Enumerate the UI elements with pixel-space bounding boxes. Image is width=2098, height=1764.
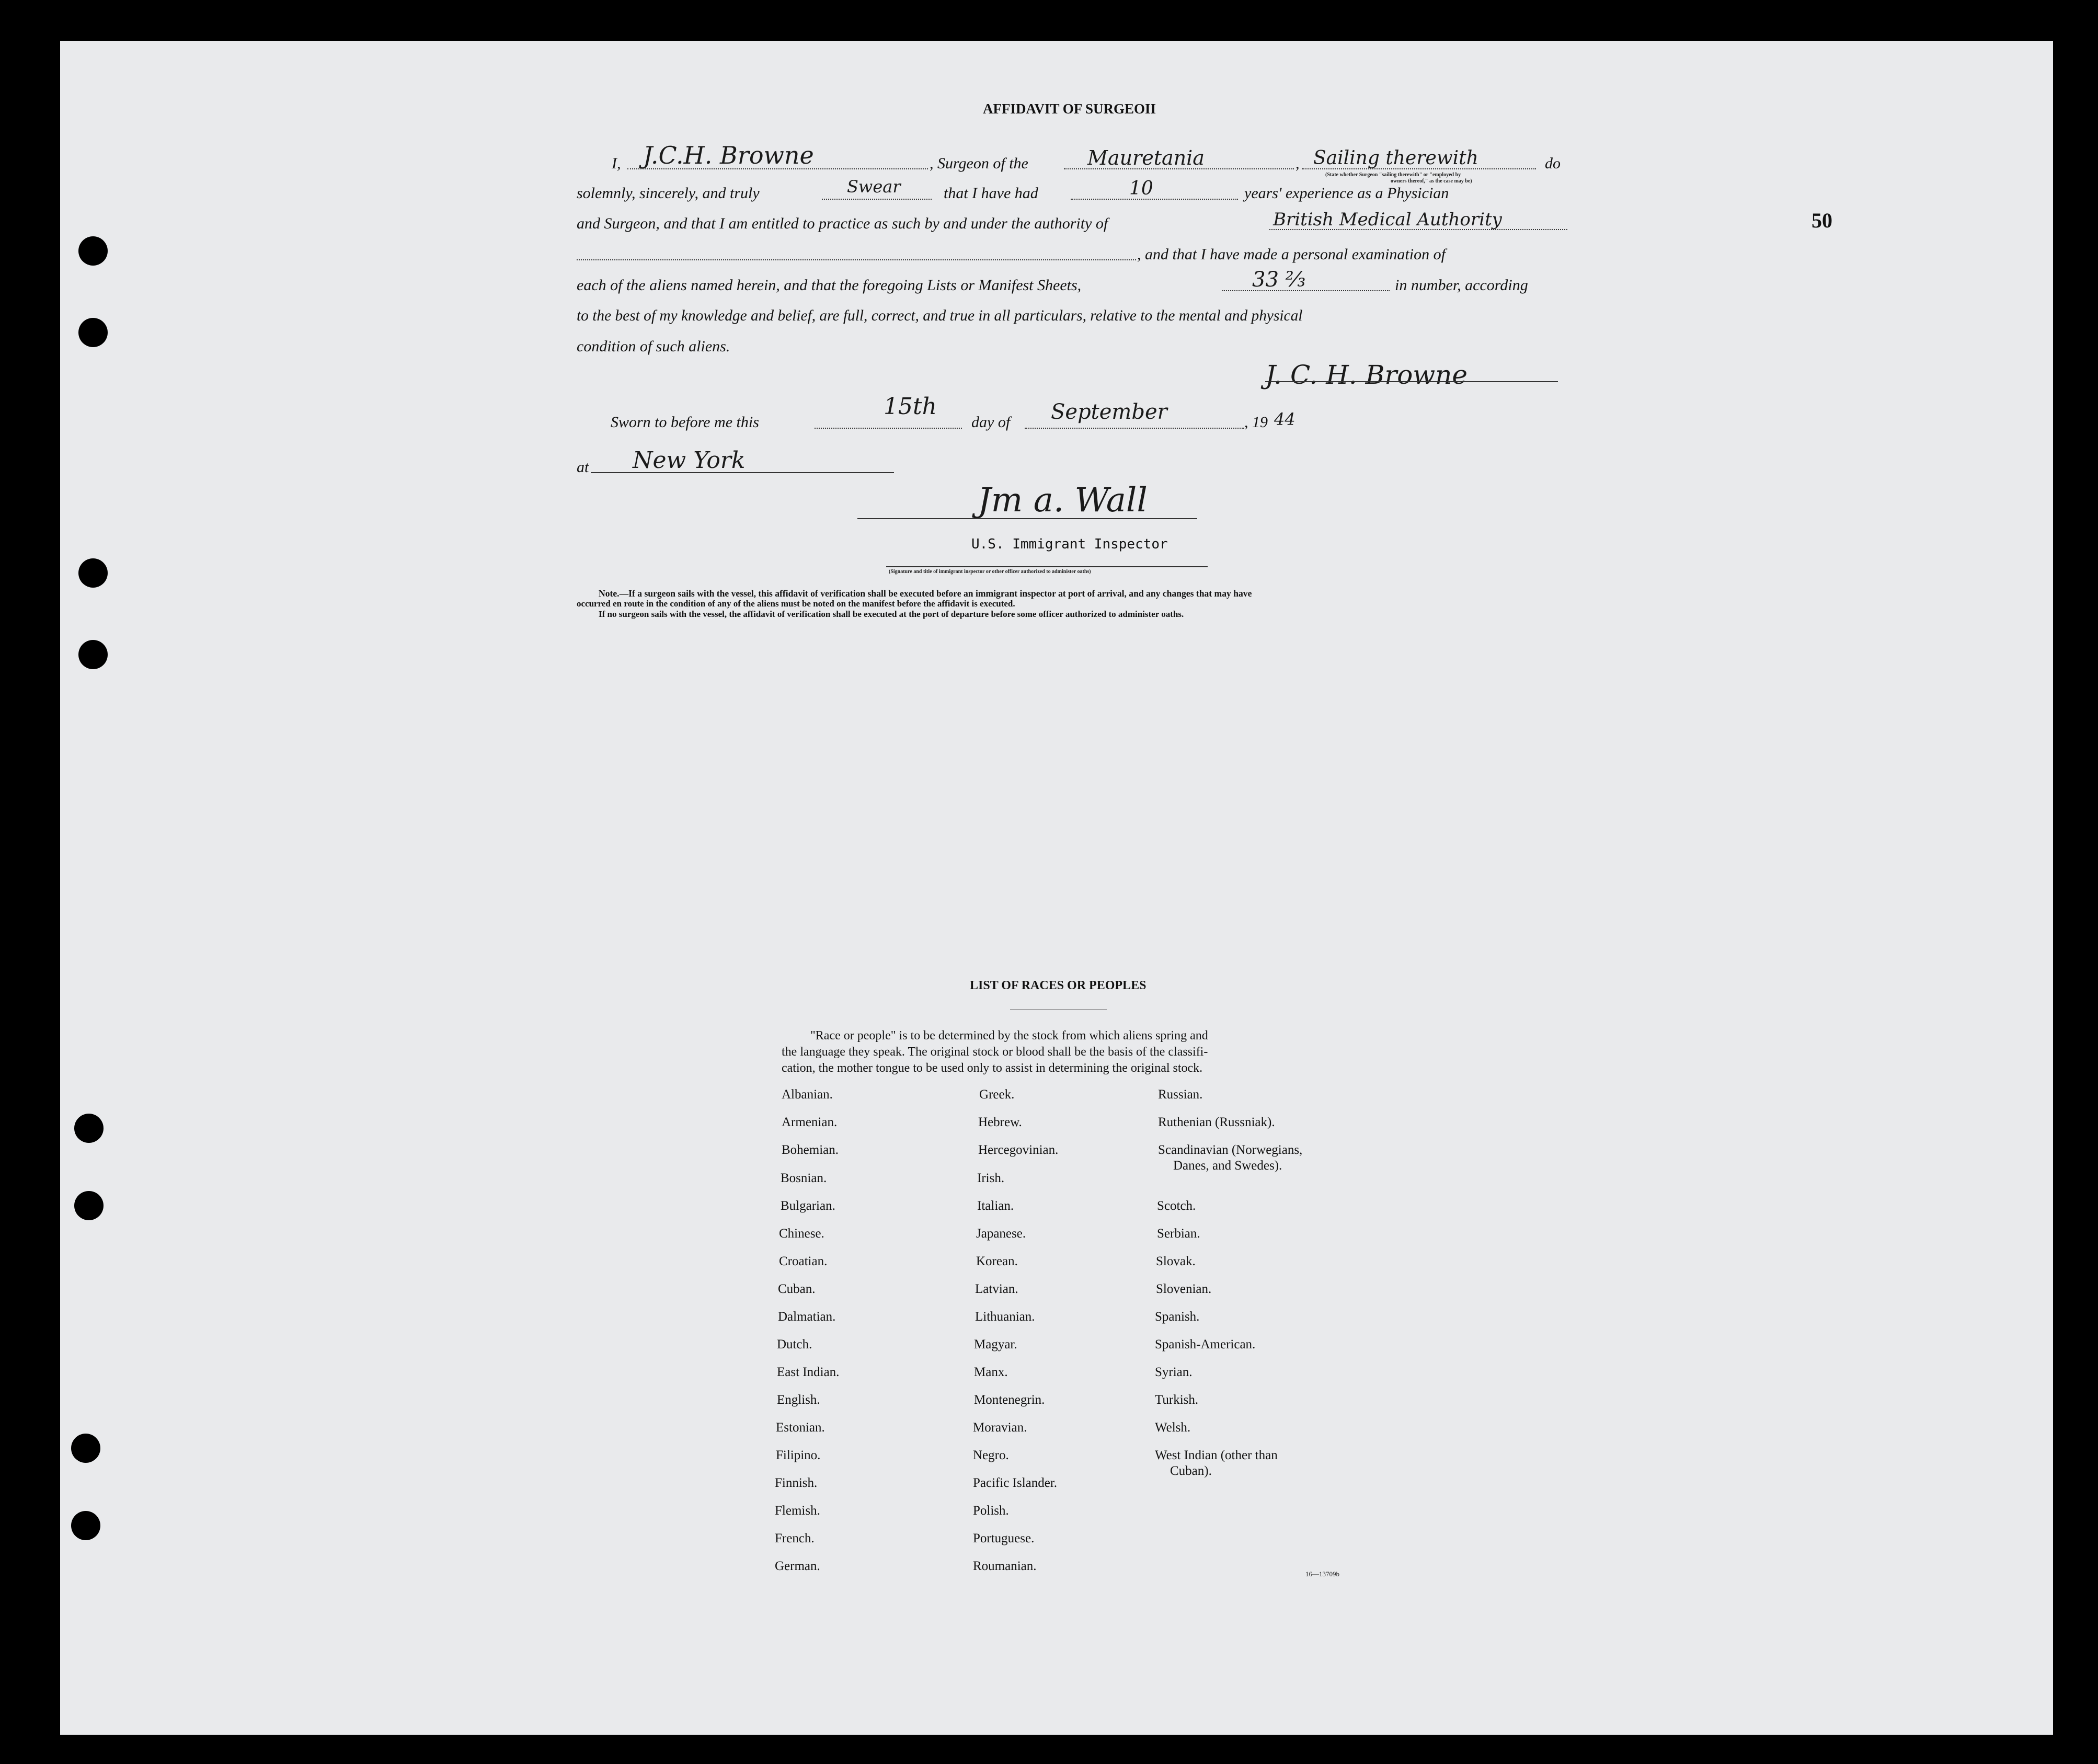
note-line-1: Note.—If a surgeon sails with the vessel, this affidavit of verification shall be executed before an immigrant inspector at port of arrival, and any changes that may have — [599, 588, 1252, 599]
race-item: Lithuanian. — [975, 1310, 1035, 1324]
race-item: Ruthenian (Russniak). — [1158, 1115, 1275, 1129]
race-item: Dutch. — [777, 1337, 812, 1351]
race-item: Italian. — [977, 1199, 1014, 1213]
race-item: Chinese. — [779, 1227, 824, 1241]
race-item: Roumanian. — [973, 1559, 1037, 1573]
affidavit-line1-prefix: I, — [612, 155, 621, 172]
races-intro-2: the language they speak. The original stock or blood shall be the basis of the classifi- — [782, 1045, 1208, 1059]
race-item: Danes, and Swedes). — [1173, 1159, 1282, 1173]
day-field — [815, 428, 962, 429]
inspector-title-line — [886, 566, 1208, 567]
race-item: Korean. — [976, 1254, 1018, 1268]
race-item: Albanian. — [782, 1087, 833, 1102]
race-item: Slovenian. — [1156, 1282, 1212, 1296]
affidavit-title: AFFIDAVIT OF SURGEOII — [983, 101, 1156, 117]
affidavit-line6: to the best of my knowledge and belief, are full, correct, and true in all particulars, relative to the mental and physical — [577, 307, 1303, 324]
inspector-caption: (Signature and title of immigrant inspector or other officer authorized to administer oaths) — [889, 569, 1091, 575]
year-handwritten: 44 — [1274, 409, 1296, 429]
month-field — [1025, 428, 1244, 429]
race-item: Cuban. — [778, 1282, 816, 1296]
punch-hole — [71, 1511, 100, 1540]
race-item: Greek. — [979, 1087, 1015, 1102]
race-item: Slovak. — [1156, 1254, 1196, 1268]
vessel-handwritten: Mauretania — [1087, 146, 1205, 169]
years-handwritten: 10 — [1129, 178, 1153, 199]
race-item: Irish. — [977, 1171, 1005, 1185]
punch-hole — [71, 1434, 100, 1463]
race-item: Spanish-American. — [1155, 1337, 1256, 1351]
race-item: Cuban). — [1170, 1464, 1212, 1478]
race-item: Filipino. — [776, 1448, 821, 1462]
employment-handwritten: Sailing therewith — [1313, 147, 1478, 169]
race-item: Hebrew. — [978, 1115, 1022, 1129]
sheets-handwritten: 33 ⅔ — [1252, 268, 1306, 292]
race-item: Scotch. — [1157, 1199, 1196, 1213]
inspector-signature: Jm a. Wall — [978, 481, 1148, 520]
race-item: English. — [777, 1393, 820, 1407]
month-handwritten: September — [1051, 400, 1167, 424]
surgeon-signature-line — [1265, 381, 1558, 382]
year-prefix: , 19 — [1244, 414, 1268, 431]
affidavit-line1-mid: , Surgeon of the — [930, 155, 1028, 172]
punch-hole — [78, 640, 108, 669]
race-item: Welsh. — [1155, 1421, 1191, 1435]
oath-field — [822, 199, 932, 200]
affidavit-line1-end: do — [1545, 155, 1561, 172]
race-item: Montenegrin. — [974, 1393, 1045, 1407]
race-item: Latvian. — [975, 1282, 1018, 1296]
employment-field-note-2: owners thereof," as the case may be) — [1391, 178, 1472, 184]
note-line-3: If no surgeon sails with the vessel, the affidavit of verification shall be executed at the port of departure before some officer authorized to administer oaths. — [599, 609, 1184, 619]
race-item: East Indian. — [777, 1365, 840, 1379]
race-item: Spanish. — [1155, 1310, 1200, 1324]
race-item: Moravian. — [973, 1421, 1027, 1435]
punch-hole — [78, 236, 108, 266]
race-item: Serbian. — [1157, 1227, 1200, 1241]
affidavit-line2-end: years' experience as a Physician — [1244, 185, 1449, 202]
affidavit-line5-end: in number, according — [1395, 277, 1528, 294]
affidavit-line2-prefix: solemnly, sincerely, and truly — [577, 185, 760, 202]
at-label: at — [577, 459, 589, 476]
race-item: Croatian. — [779, 1254, 828, 1268]
race-item: Magyar. — [974, 1337, 1017, 1351]
affidavit-line3-prefix: and Surgeon, and that I am entitled to practice as such by and under the authority of — [577, 215, 1108, 232]
race-item: Japanese. — [976, 1227, 1026, 1241]
race-item: Estonian. — [776, 1421, 825, 1435]
race-item: Manx. — [974, 1365, 1008, 1379]
race-item: German. — [775, 1559, 820, 1573]
races-intro-3: cation, the mother tongue to be used only to assist in determining the original stock. — [782, 1061, 1203, 1075]
race-item: Bosnian. — [781, 1171, 827, 1185]
race-item: Negro. — [973, 1448, 1009, 1462]
inspector-signature-line — [857, 518, 1197, 519]
affidavit-line4: , and that I have made a personal examination of — [1137, 246, 1446, 263]
punch-hole — [74, 1191, 104, 1220]
inspector-title: U.S. Immigrant Inspector — [971, 536, 1168, 552]
race-item: Polish. — [973, 1504, 1009, 1518]
race-item: Dalmatian. — [778, 1310, 836, 1324]
years-field — [1071, 199, 1238, 200]
affidavit-line5-prefix: each of the aliens named herein, and that the foregoing Lists or Manifest Sheets, — [577, 277, 1082, 294]
race-item: Bulgarian. — [781, 1199, 835, 1213]
affidavit-line7: condition of such aliens. — [577, 338, 730, 355]
authority-continued-field — [577, 259, 1136, 260]
surgeon-name-handwritten: J.C.H. Browne — [643, 141, 814, 169]
race-item: Armenian. — [782, 1115, 838, 1129]
place-handwritten: New York — [633, 447, 746, 474]
race-item: Finnish. — [775, 1476, 818, 1490]
day-handwritten: 15th — [884, 393, 937, 420]
sworn-prefix: Sworn to before me this — [611, 414, 759, 431]
form-number: 16—13709b — [1305, 1570, 1339, 1578]
sworn-day-of: day of — [971, 414, 1011, 431]
employment-field-note-1: (State whether Surgeon "sailing therewith" or "employed by — [1325, 172, 1461, 178]
race-item: Hercegovinian. — [978, 1143, 1059, 1157]
race-item: Scandinavian (Norwegians, — [1158, 1143, 1303, 1157]
race-item: Flemish. — [775, 1504, 820, 1518]
sheets-field — [1222, 290, 1390, 291]
race-item: Russian. — [1158, 1087, 1203, 1102]
race-item: Turkish. — [1155, 1393, 1199, 1407]
races-title: LIST OF RACES OR PEOPLES — [970, 979, 1147, 992]
race-item: Syrian. — [1155, 1365, 1193, 1379]
authority-handwritten: British Medical Authority — [1273, 209, 1502, 230]
race-item: Bohemian. — [782, 1143, 839, 1157]
surgeon-signature: J. C. H. Browne — [1265, 360, 1468, 390]
note-line-2: occurred en route in the condition of any of the aliens must be noted on the manifest before the affidavit is executed. — [577, 599, 1015, 609]
punch-hole — [78, 318, 108, 347]
race-item: Pacific Islander. — [973, 1476, 1058, 1490]
oath-handwritten: Swear — [847, 177, 901, 197]
race-item: Portuguese. — [973, 1531, 1035, 1545]
affidavit-line1-comma: , — [1296, 155, 1300, 172]
punch-hole — [78, 558, 108, 588]
race-item: French. — [775, 1531, 815, 1545]
races-intro-1: "Race or people" is to be determined by the stock from which aliens spring and — [810, 1029, 1208, 1043]
affidavit-line2-mid: that I have had — [944, 185, 1038, 202]
race-item: West Indian (other than — [1155, 1448, 1278, 1462]
page-number: 50 — [1812, 209, 1832, 232]
punch-hole — [74, 1114, 104, 1143]
